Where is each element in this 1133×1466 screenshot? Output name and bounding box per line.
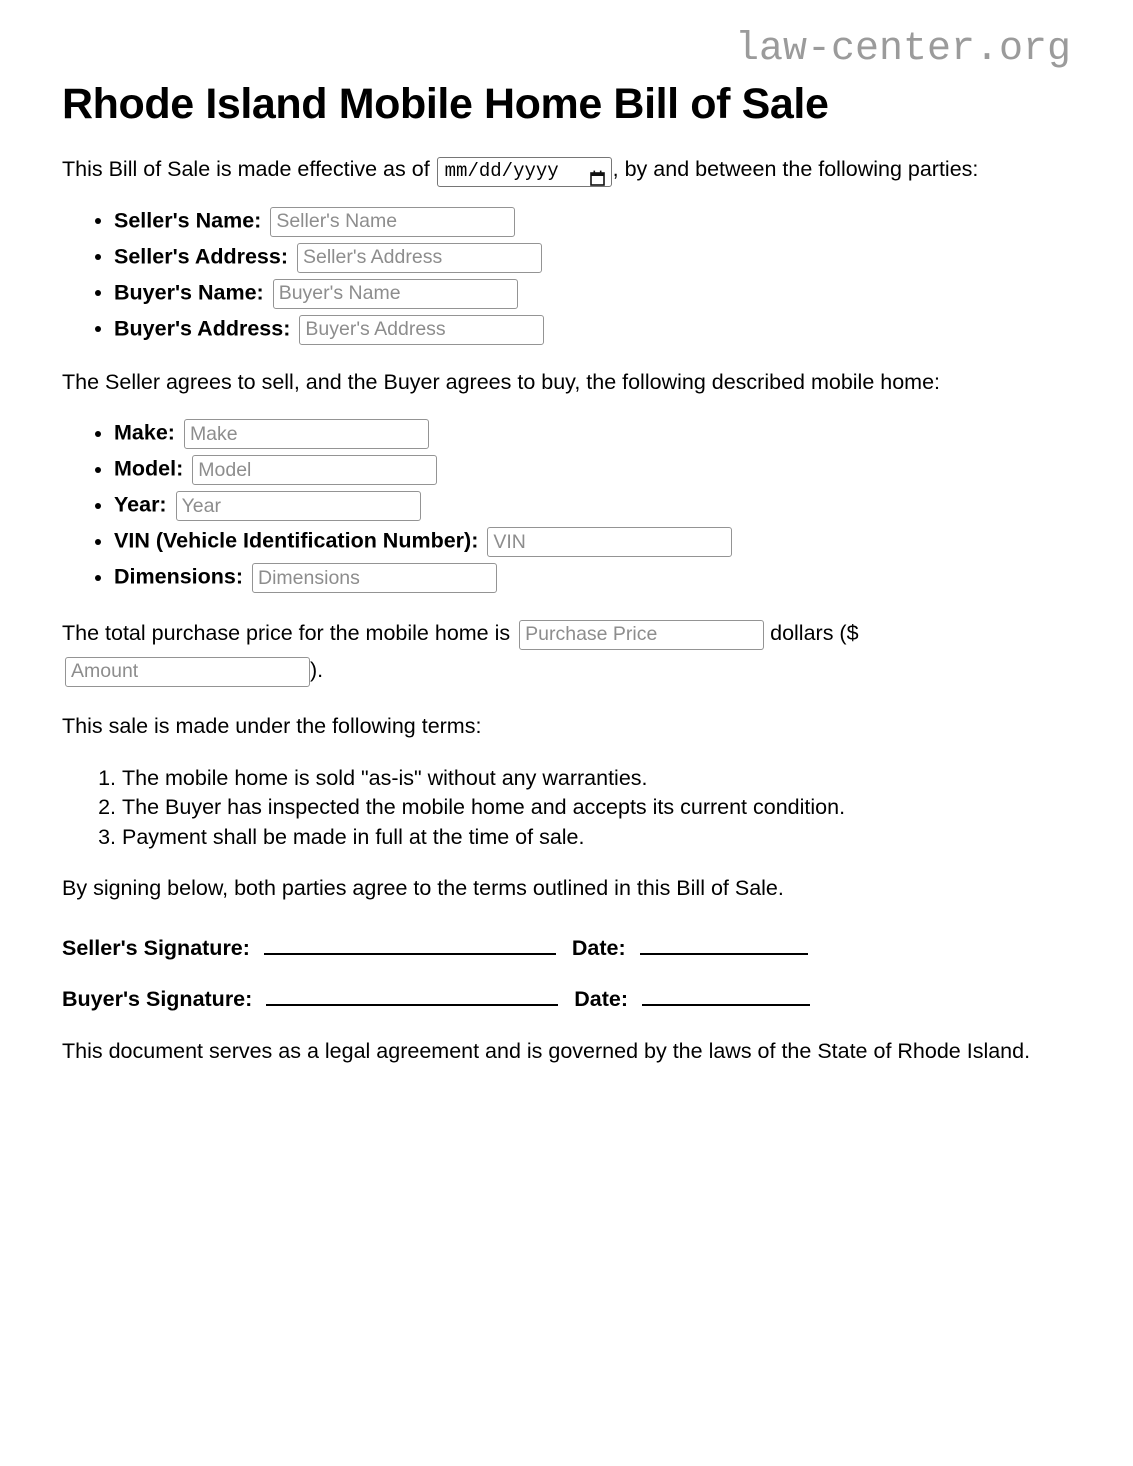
model-input[interactable] bbox=[192, 455, 437, 485]
buyer-signature-label: Buyer's Signature: bbox=[62, 986, 253, 1011]
closing-paragraph: This document serves as a legal agreement and is governed by the laws of the State of Rhode Island. bbox=[62, 1038, 1031, 1063]
seller-name-input[interactable] bbox=[270, 207, 515, 237]
seller-signature-label: Seller's Signature: bbox=[62, 935, 250, 960]
buyer-date-line[interactable] bbox=[642, 985, 810, 1006]
buyer-name-label: Buyer's Name: bbox=[114, 280, 264, 305]
price-text-before: The total purchase price for the mobile home is bbox=[62, 621, 511, 646]
make-input[interactable] bbox=[184, 419, 429, 449]
price-text-after: ). bbox=[310, 658, 324, 683]
amount-input[interactable] bbox=[65, 657, 310, 687]
make-label: Make: bbox=[114, 420, 175, 445]
list-item-seller-name bbox=[114, 207, 1071, 237]
list-item-term-3: 3. Payment shall be made in full at the time of sale. bbox=[122, 823, 1071, 852]
list-item-vin bbox=[114, 527, 1071, 557]
purchase-price-paragraph bbox=[62, 615, 1071, 689]
seller-signature-row bbox=[62, 934, 1071, 961]
list-item-dimensions bbox=[114, 563, 1071, 593]
buyer-address-input[interactable] bbox=[299, 315, 544, 345]
model-label: Model: bbox=[114, 456, 184, 481]
signing-note-paragraph: By signing below, both parties agree to the terms outlined in this Bill of Sale. bbox=[62, 876, 784, 901]
seller-signature-line[interactable] bbox=[264, 934, 556, 955]
seller-name-label: Seller's Name: bbox=[114, 208, 262, 233]
buyer-name-input[interactable] bbox=[273, 279, 518, 309]
year-label: Year: bbox=[114, 492, 167, 517]
buyer-signature-row bbox=[62, 985, 1071, 1012]
signature-block bbox=[62, 934, 1071, 1012]
price-text-middle: dollars ($ bbox=[770, 621, 859, 646]
parties-field-list bbox=[62, 207, 1071, 345]
list-item-buyer-name bbox=[114, 279, 1071, 309]
year-input[interactable] bbox=[176, 491, 421, 521]
intro-text-before-date: This Bill of Sale is made effective as of bbox=[62, 157, 430, 182]
seller-date-label: Date: bbox=[571, 935, 626, 960]
list-item-model bbox=[114, 455, 1071, 485]
list-item-seller-address bbox=[114, 243, 1071, 273]
calendar-icon[interactable] bbox=[590, 164, 605, 180]
list-item-term-2: 2. The Buyer has inspected the mobile home and accepts its current condition. bbox=[122, 793, 1071, 822]
buyer-signature-line[interactable] bbox=[266, 985, 558, 1006]
intro-text-after-date: , by and between the following parties: bbox=[612, 157, 979, 182]
mobile-home-field-list bbox=[62, 419, 1071, 593]
terms-intro-paragraph: This sale is made under the following terms: bbox=[62, 714, 482, 739]
vin-input[interactable] bbox=[487, 527, 732, 557]
vin-label: VIN (Vehicle Identification Number): bbox=[114, 528, 479, 553]
list-item-term-1: 1. The mobile home is sold "as-is" without any warranties. bbox=[122, 764, 1071, 793]
page-title: Rhode Island Mobile Home Bill of Sale bbox=[62, 80, 829, 128]
site-watermark: law-center.org bbox=[734, 27, 1071, 72]
purchase-price-input[interactable] bbox=[519, 620, 764, 650]
effective-date-paragraph bbox=[62, 154, 1071, 187]
seller-address-input[interactable] bbox=[297, 243, 542, 273]
seller-date-line[interactable] bbox=[640, 934, 808, 955]
dimensions-label: Dimensions: bbox=[114, 564, 244, 589]
effective-date-input[interactable] bbox=[437, 154, 612, 186]
list-item-make bbox=[114, 419, 1071, 449]
seller-address-label: Seller's Address: bbox=[114, 244, 289, 269]
list-item-buyer-address bbox=[114, 315, 1071, 345]
description-intro-paragraph: The Seller agrees to sell, and the Buyer agrees to buy, the following described mobile home: bbox=[62, 369, 941, 394]
date-field-box[interactable] bbox=[437, 157, 612, 187]
date-placeholder-text: mm/dd/yyyy bbox=[444, 160, 559, 183]
terms-list bbox=[62, 764, 1071, 852]
buyer-address-label: Buyer's Address: bbox=[114, 316, 291, 341]
dimensions-input[interactable] bbox=[252, 563, 497, 593]
list-item-year bbox=[114, 491, 1071, 521]
buyer-date-label: Date: bbox=[574, 986, 629, 1011]
